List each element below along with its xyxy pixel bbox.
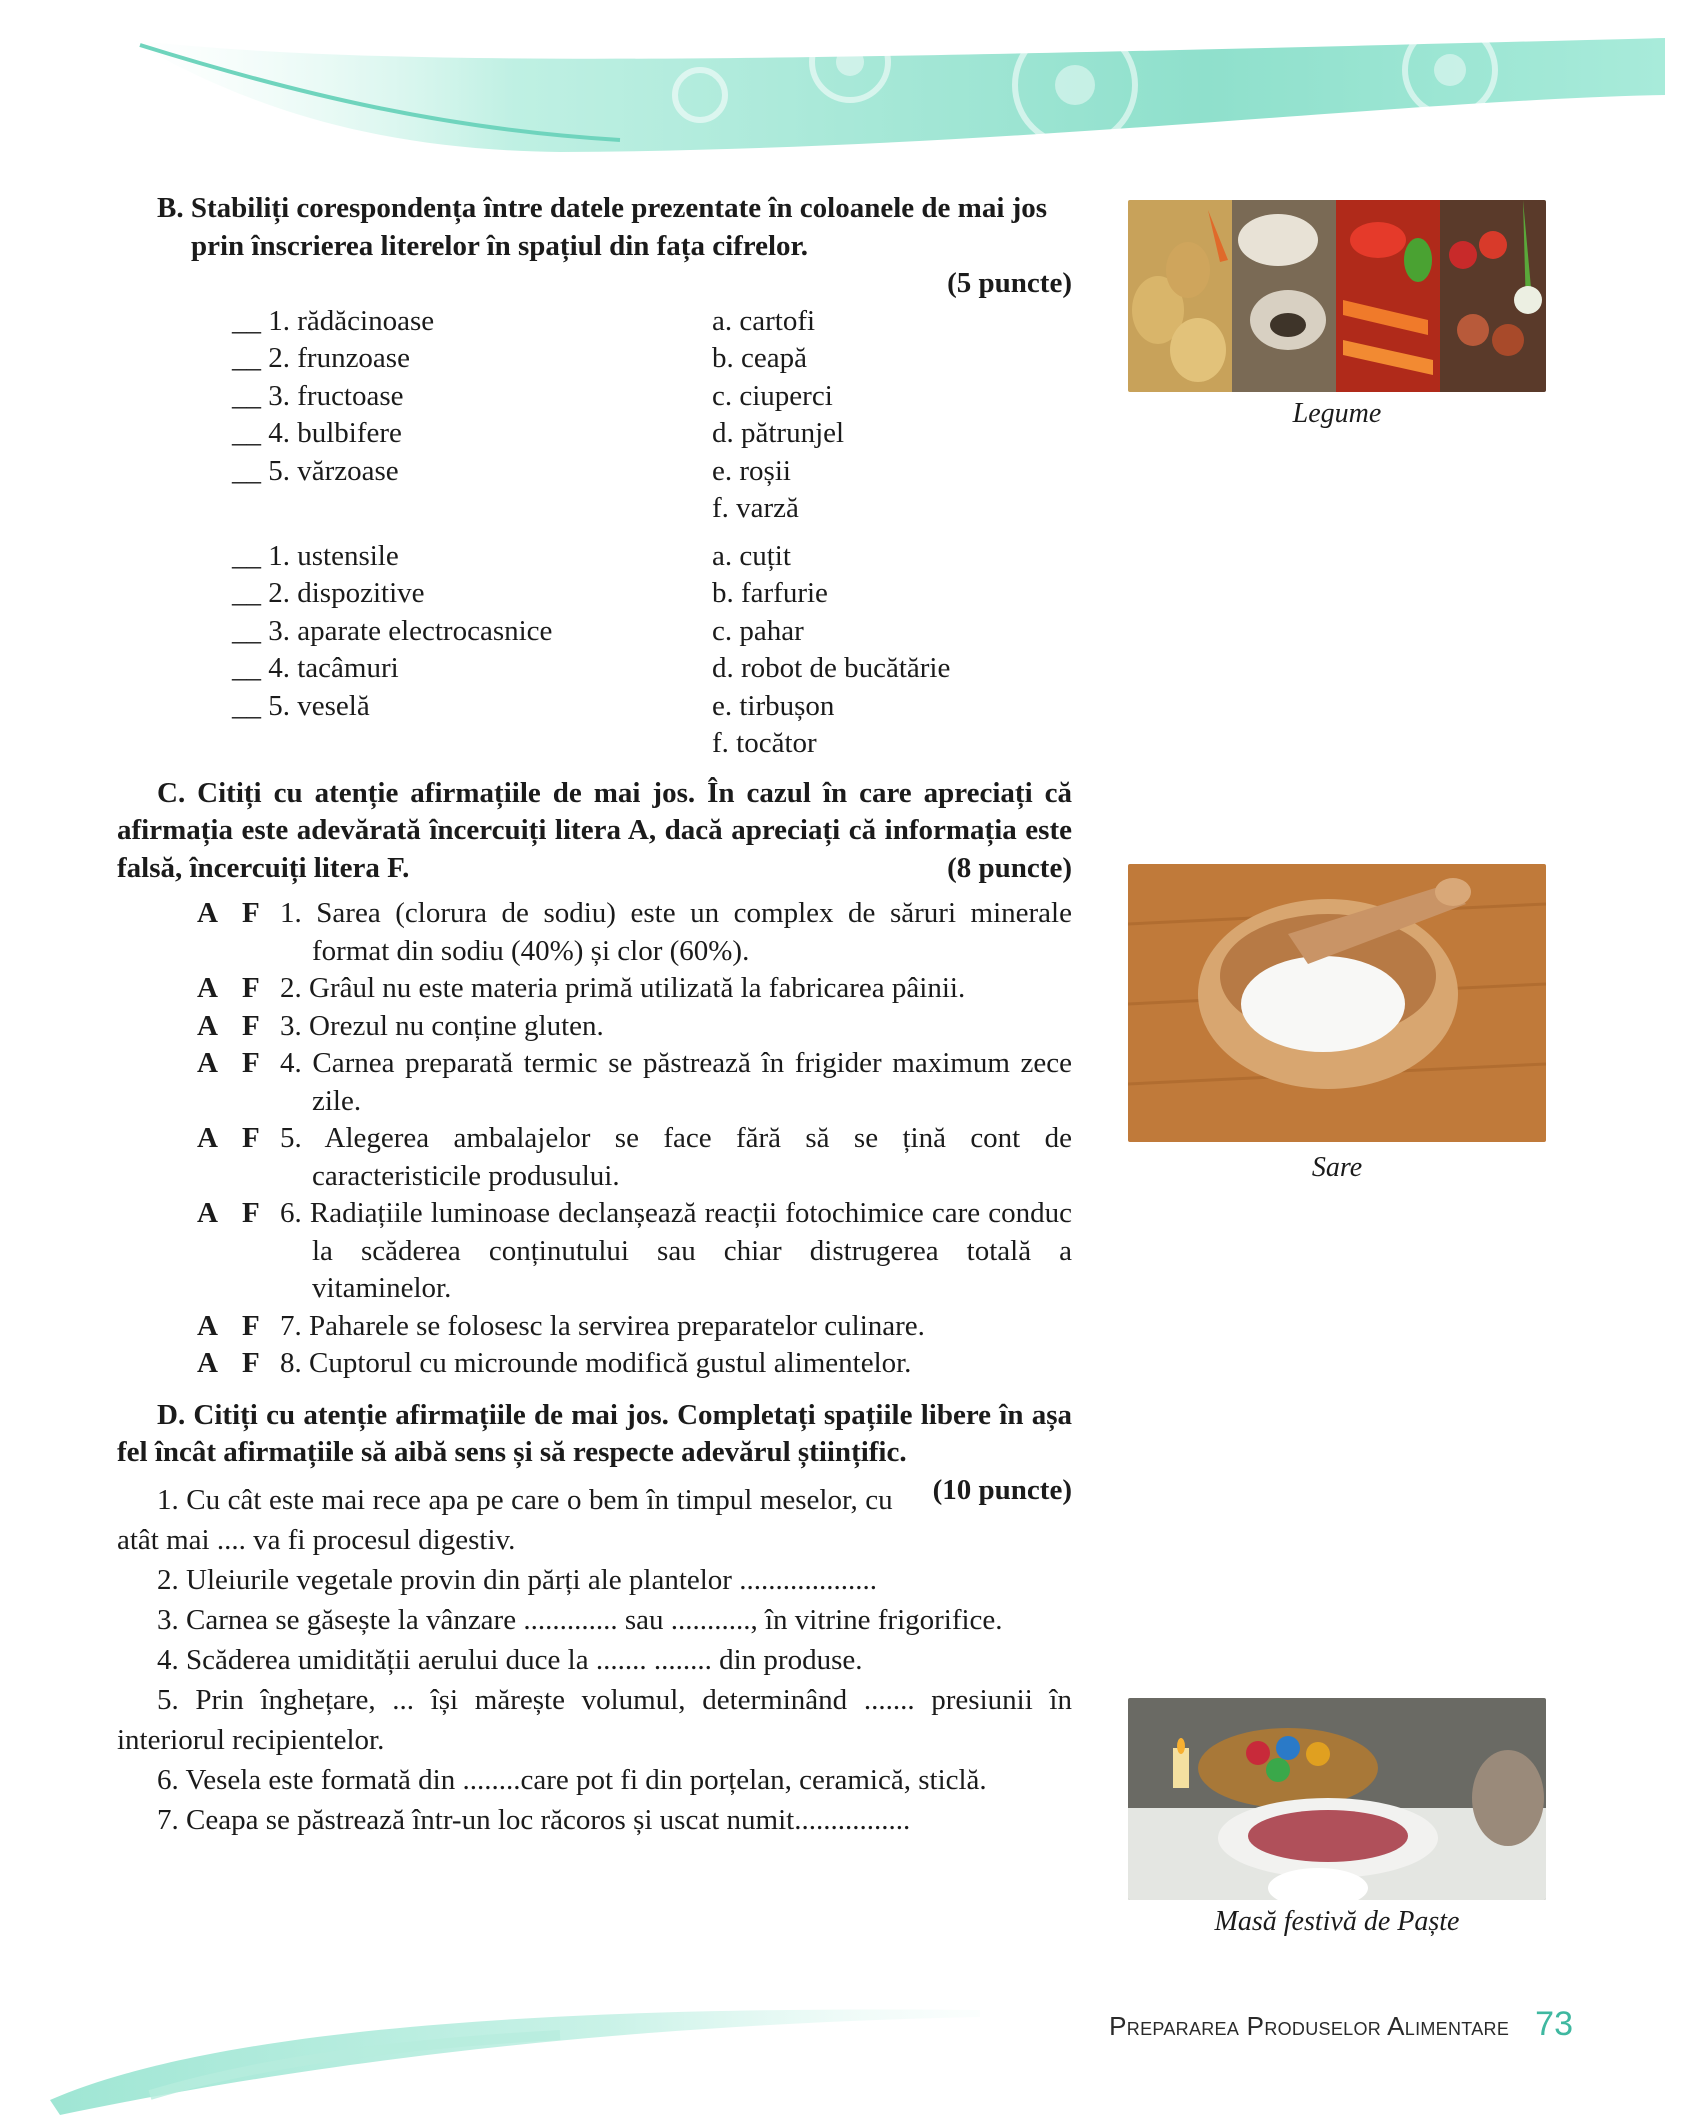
- list-item: f. tocător: [712, 727, 817, 759]
- list-item: d. robot de bucătărie: [712, 652, 951, 684]
- list-item: e. tirbușon: [712, 689, 835, 722]
- matching-left-column: [232, 538, 712, 763]
- section-b: [157, 190, 1072, 763]
- option-false[interactable]: F: [242, 972, 260, 1004]
- option-true[interactable]: A: [197, 1347, 218, 1379]
- option-false[interactable]: F: [242, 1197, 260, 1229]
- festive-table-caption: Masă festivă de Paște: [1214, 1906, 1460, 1937]
- section-d-heading: D. Citiți cu atenție afirmațiile de mai jos. Completați spațiile libere în așa fel încât afirmațiile să aibă sens și să respecte adevărul științific. (10 puncte): [117, 1397, 1072, 1472]
- fill-in-item: 2. Uleiurile vegetale provin din părți ale plantelor ...................: [157, 1563, 877, 1596]
- salt-photo: [1128, 864, 1546, 1142]
- section-d-points: (10 puncte): [932, 1473, 1072, 1506]
- matching-left-column: [232, 303, 712, 528]
- main-content: [117, 190, 1072, 1840]
- fill-in-item: 3. Carnea se găsește la vânzare ............. sau ..........., în vitrine frigorifice.: [157, 1603, 1003, 1636]
- header-banner: [0, 0, 1693, 160]
- list-item: __ 5. veselă: [232, 689, 370, 722]
- section-b-heading: B. Stabiliți corespondența între datele prezentate în coloanele de mai jos prin înscrierea literelor în spațiul din fața cifrelor.: [157, 192, 1048, 262]
- list-item: __ 3. aparate electrocasnice: [232, 614, 553, 647]
- festive-table-photo: [1128, 1698, 1546, 1900]
- statement-text: 6. Radiațiile luminoase declanșează reacții fotochimice care conduc la scăderea conținutului sau chiar distrugerea totală a vitaminelor.: [280, 1197, 1072, 1304]
- statement-text: 2. Grâul nu este materia primă utilizată la fabricarea pâinii.: [280, 972, 966, 1004]
- true-false-item: [197, 895, 1072, 970]
- list-item: c. pahar: [712, 614, 804, 647]
- statement-text: 3. Orezul nu conține gluten.: [280, 1009, 604, 1042]
- option-false[interactable]: F: [242, 1122, 260, 1154]
- option-false[interactable]: F: [242, 1309, 260, 1342]
- list-item: __ 2. frunzoase: [232, 342, 410, 374]
- option-true[interactable]: A: [197, 1197, 218, 1229]
- true-false-item: [197, 1308, 1072, 1346]
- fill-in-item: 7. Ceapa se păstrează într-un loc răcoros și uscat numit................: [157, 1803, 911, 1836]
- fill-in-list: [117, 1480, 1072, 1840]
- vegetables-caption: Legume: [1292, 398, 1382, 429]
- true-false-item: [197, 1345, 1072, 1383]
- option-true[interactable]: A: [197, 972, 218, 1004]
- section-c-points: (8 puncte): [947, 851, 1072, 884]
- list-item: b. farfurie: [712, 577, 828, 609]
- list-item: __ 1. rădăcinoase: [232, 304, 435, 337]
- list-item: a. cartofi: [712, 304, 816, 337]
- matching-group-1: [232, 303, 1072, 528]
- statement-text: 7. Paharele se folosesc la servirea preparatelor culinare.: [280, 1309, 925, 1342]
- matching-right-column: [712, 538, 1147, 763]
- salt-caption: Sare: [1311, 1152, 1363, 1183]
- page-footer: [1109, 2005, 1573, 2044]
- fill-in-item: 6. Vesela este formată din ........care pot fi din porțelan, ceramică, sticlă.: [157, 1763, 987, 1796]
- page-number: 73: [1535, 2005, 1573, 2043]
- list-item: d. pătrunjel: [712, 417, 845, 449]
- footer-title: Prepararea Produselor Alimentare: [1109, 2011, 1510, 2041]
- option-false[interactable]: F: [242, 897, 260, 929]
- option-true[interactable]: A: [197, 897, 218, 929]
- list-item: __ 2. dispozitive: [232, 577, 425, 609]
- statement-text: 1. Sarea (clorura de sodiu) este un complex de săruri minerale format din sodiu (40%) și clor (60%).: [280, 897, 1072, 967]
- option-false[interactable]: F: [242, 1347, 260, 1379]
- list-item: b. ceapă: [712, 342, 807, 374]
- statement-text: 8. Cuptorul cu microunde modifică gustul alimentelor.: [280, 1347, 912, 1379]
- option-true[interactable]: A: [197, 1309, 218, 1342]
- option-false[interactable]: F: [242, 1009, 260, 1042]
- true-false-item: [197, 970, 1072, 1008]
- true-false-item: [197, 1120, 1072, 1195]
- fill-in-item: 5. Prin înghețare, ... își mărește volumul, determinând ....... presiunii în interiorul recipientelor.: [117, 1683, 1072, 1756]
- matching-right-column: [712, 303, 1147, 528]
- list-item: e. roșii: [712, 454, 791, 487]
- true-false-list: [197, 895, 1072, 1383]
- fill-in-item: 1. Cu cât este mai rece apa pe care o bem în timpul meselor, cu atât mai .... va fi procesul digestiv.: [117, 1483, 893, 1556]
- footer-swoosh: [0, 1975, 1000, 2125]
- true-false-item: [197, 1008, 1072, 1046]
- list-item: a. cuțit: [712, 539, 791, 572]
- list-item: __ 1. ustensile: [232, 539, 399, 572]
- section-c-heading: C. Citiți cu atenție afirmațiile de mai jos. În cazul în care apreciați că afirmația este adevărată încercuiți litera A, dacă apreciați că informația este falsă, încercuiți litera F. (8 puncte): [117, 775, 1072, 888]
- true-false-item: [197, 1045, 1072, 1120]
- true-false-item: [197, 1195, 1072, 1308]
- statement-text: 4. Carnea preparată termic se păstrează în frigider maximum zece zile.: [280, 1047, 1072, 1117]
- list-item: __ 4. tacâmuri: [232, 652, 399, 684]
- option-true[interactable]: A: [197, 1047, 218, 1079]
- section-d: [117, 1397, 1072, 1840]
- list-item: f. varză: [712, 492, 799, 524]
- list-item: c. ciuperci: [712, 379, 833, 412]
- option-false[interactable]: F: [242, 1047, 260, 1079]
- option-true[interactable]: A: [197, 1009, 218, 1042]
- list-item: __ 5. vărzoase: [232, 454, 399, 487]
- option-true[interactable]: A: [197, 1122, 218, 1154]
- fill-in-item: 4. Scăderea umidității aerului duce la ....... ........ din produse.: [157, 1643, 863, 1676]
- statement-text: 5. Alegerea ambalajelor se face fără să se țină cont de caracteristicile produsului.: [280, 1122, 1072, 1192]
- list-item: __ 3. fructoase: [232, 379, 404, 412]
- list-item: __ 4. bulbifere: [232, 417, 402, 449]
- section-c: [117, 775, 1072, 1383]
- section-b-points: (5 puncte): [947, 267, 1072, 299]
- matching-group-2: [232, 538, 1072, 763]
- vegetables-photo: [1128, 200, 1546, 392]
